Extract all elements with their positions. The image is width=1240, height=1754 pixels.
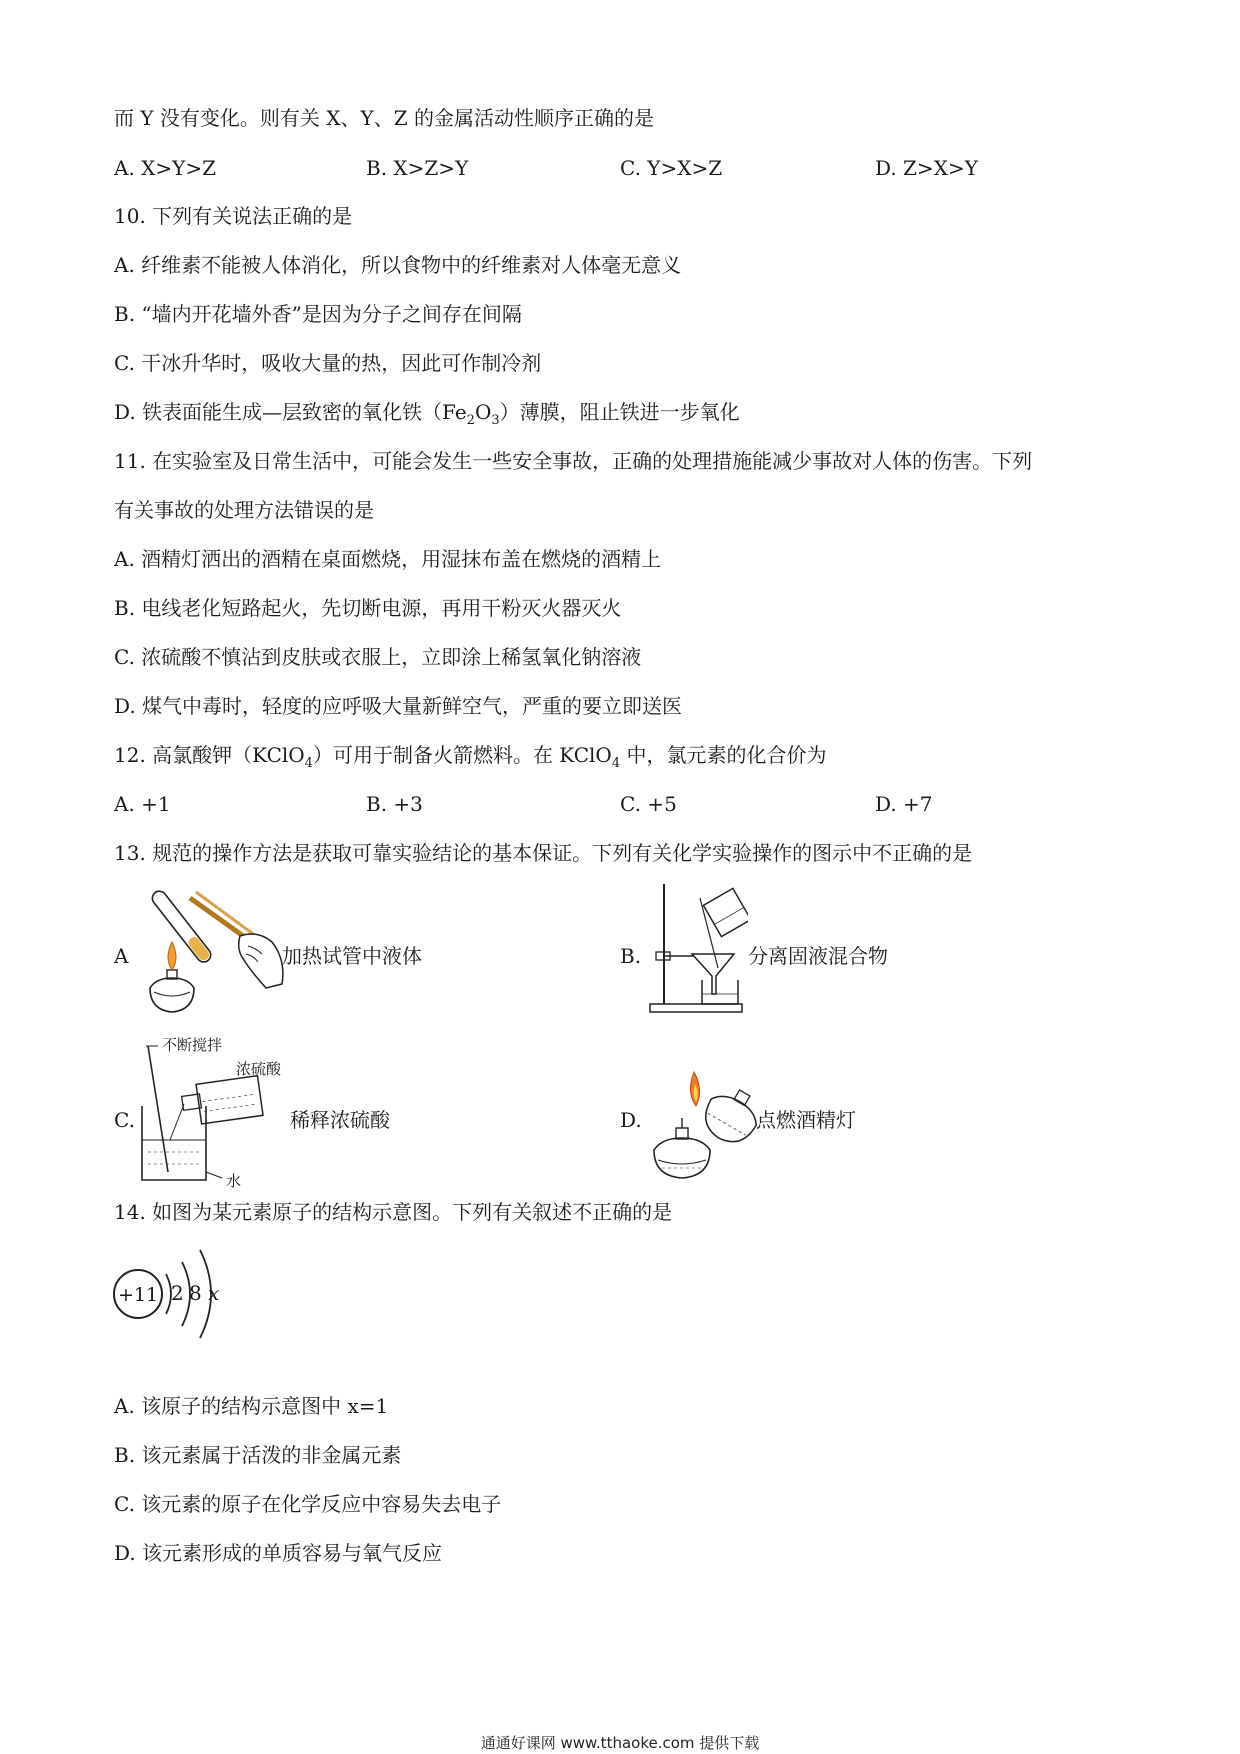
q12-sub-2: 4 [611, 756, 621, 771]
q12-sub-1: 4 [304, 756, 313, 771]
q12-stem-text-2: ）可用于制备火箭燃料。在 KClO [312, 743, 612, 767]
q9-option-b: B. X>Z>Y [366, 156, 469, 180]
q12-stem-text-1: 12. 高氯酸钾（KClO [114, 743, 305, 767]
q13-a-letter: A [114, 944, 129, 968]
q14-option-d: D. 该元素形成的单质容易与氧气反应 [114, 1541, 443, 1565]
q10-option-c: C. 干冰升华时，吸收大量的热，因此可作制冷剂 [114, 351, 542, 375]
q13-c-label-water: 水 [226, 1172, 242, 1190]
q11-option-d: D. 煤气中毒时，轻度的应呼吸大量新鲜空气，严重的要立即送医 [114, 694, 683, 718]
q13-stem: 13. 规范的操作方法是获取可靠实验结论的基本保证。下列有关化学实验操作的图示中不正确的是 [114, 841, 973, 865]
q10-option-d [114, 400, 740, 433]
q13-c-label-acid: 浓硫酸 [236, 1060, 282, 1078]
q9-option-a: A. X>Y>Z [114, 156, 217, 180]
q11-option-c: C. 浓硫酸不慎沾到皮肤或衣服上，立即涂上稀氢氧化钠溶液 [114, 645, 642, 669]
shell-3-electrons: x [208, 1281, 220, 1305]
shell-2-electrons: 8 [189, 1281, 202, 1305]
q11-stem-line1: 11. 在实验室及日常生活中，可能会发生一些安全事故，正确的处理措施能减少事故对人体的伤害。下列 [114, 449, 1033, 473]
q9-option-c: C. Y>X>Z [620, 156, 723, 180]
nucleus-charge: +11 [117, 1284, 159, 1306]
q10-d-text-3: ）薄膜，阻止铁进一步氧化 [499, 400, 740, 424]
atom-structure-diagram [110, 1244, 240, 1344]
q13-c-label-stir: 不断搅拌 [162, 1036, 223, 1054]
q14-option-c: C. 该元素的原子在化学反应中容易失去电子 [114, 1492, 502, 1516]
q12-option-c: C. +5 [620, 792, 677, 816]
q13-a-caption: 加热试管中液体 [282, 944, 422, 968]
q10-option-b: B. “墙内开花墙外香”是因为分子之间存在间隔 [114, 302, 522, 326]
q10-d-text-1: D. 铁表面能生成—层致密的氧化铁（Fe [114, 400, 467, 424]
q14-option-b: B. 该元素属于活泼的非金属元素 [114, 1443, 402, 1467]
q13-b-caption: 分离固液混合物 [748, 944, 888, 968]
q12-option-b: B. +3 [366, 792, 423, 816]
q9-option-d: D. Z>X>Y [875, 156, 978, 180]
q10-stem: 10. 下列有关说法正确的是 [114, 204, 353, 228]
q13-c-letter: C. [114, 1108, 135, 1132]
light-alcohol-lamp-figure [648, 1062, 768, 1180]
heating-test-tube-figure [140, 880, 290, 1015]
q13-d-caption: 点燃酒精灯 [756, 1108, 856, 1132]
q10-option-a: A. 纤维素不能被人体消化，所以食物中的纤维素对人体毫无意义 [114, 253, 682, 277]
q14-stem: 14. 如图为某元素原子的结构示意图。下列有关叙述不正确的是 [114, 1200, 673, 1224]
page-footer: 通通好课网 www.tthaoke.com 提供下载 [480, 1734, 760, 1752]
q10-d-text-2: O [474, 400, 492, 424]
q11-option-a: A. 酒精灯洒出的酒精在桌面燃烧，用湿抹布盖在燃烧的酒精上 [114, 547, 662, 571]
shell-1-electrons: 2 [171, 1281, 184, 1305]
q13-c-caption: 稀释浓硫酸 [290, 1108, 390, 1132]
q12-option-a: A. +1 [114, 792, 171, 816]
q10-d-sub-1: 2 [466, 413, 475, 428]
q12-stem-text-3: 中，氯元素的化合价为 [620, 743, 827, 767]
q11-stem-line2: 有关事故的处理方法错误的是 [114, 498, 374, 522]
q12-option-d: D. +7 [875, 792, 933, 816]
q11-option-b: B. 电线老化短路起火，先切断电源，再用干粉灭火器灭火 [114, 596, 622, 620]
q12-stem [114, 743, 826, 776]
q14-option-a: A. 该原子的结构示意图中 x=1 [114, 1394, 389, 1418]
q10-d-sub-2: 3 [491, 413, 500, 428]
filtration-setup-figure [648, 880, 748, 1020]
q13-d-letter: D. [620, 1108, 642, 1132]
q13-b-letter: B. [620, 944, 642, 968]
q9-stem-tail: 而 Y 没有变化。则有关 X、Y、Z 的金属活动性顺序正确的是 [114, 106, 654, 130]
